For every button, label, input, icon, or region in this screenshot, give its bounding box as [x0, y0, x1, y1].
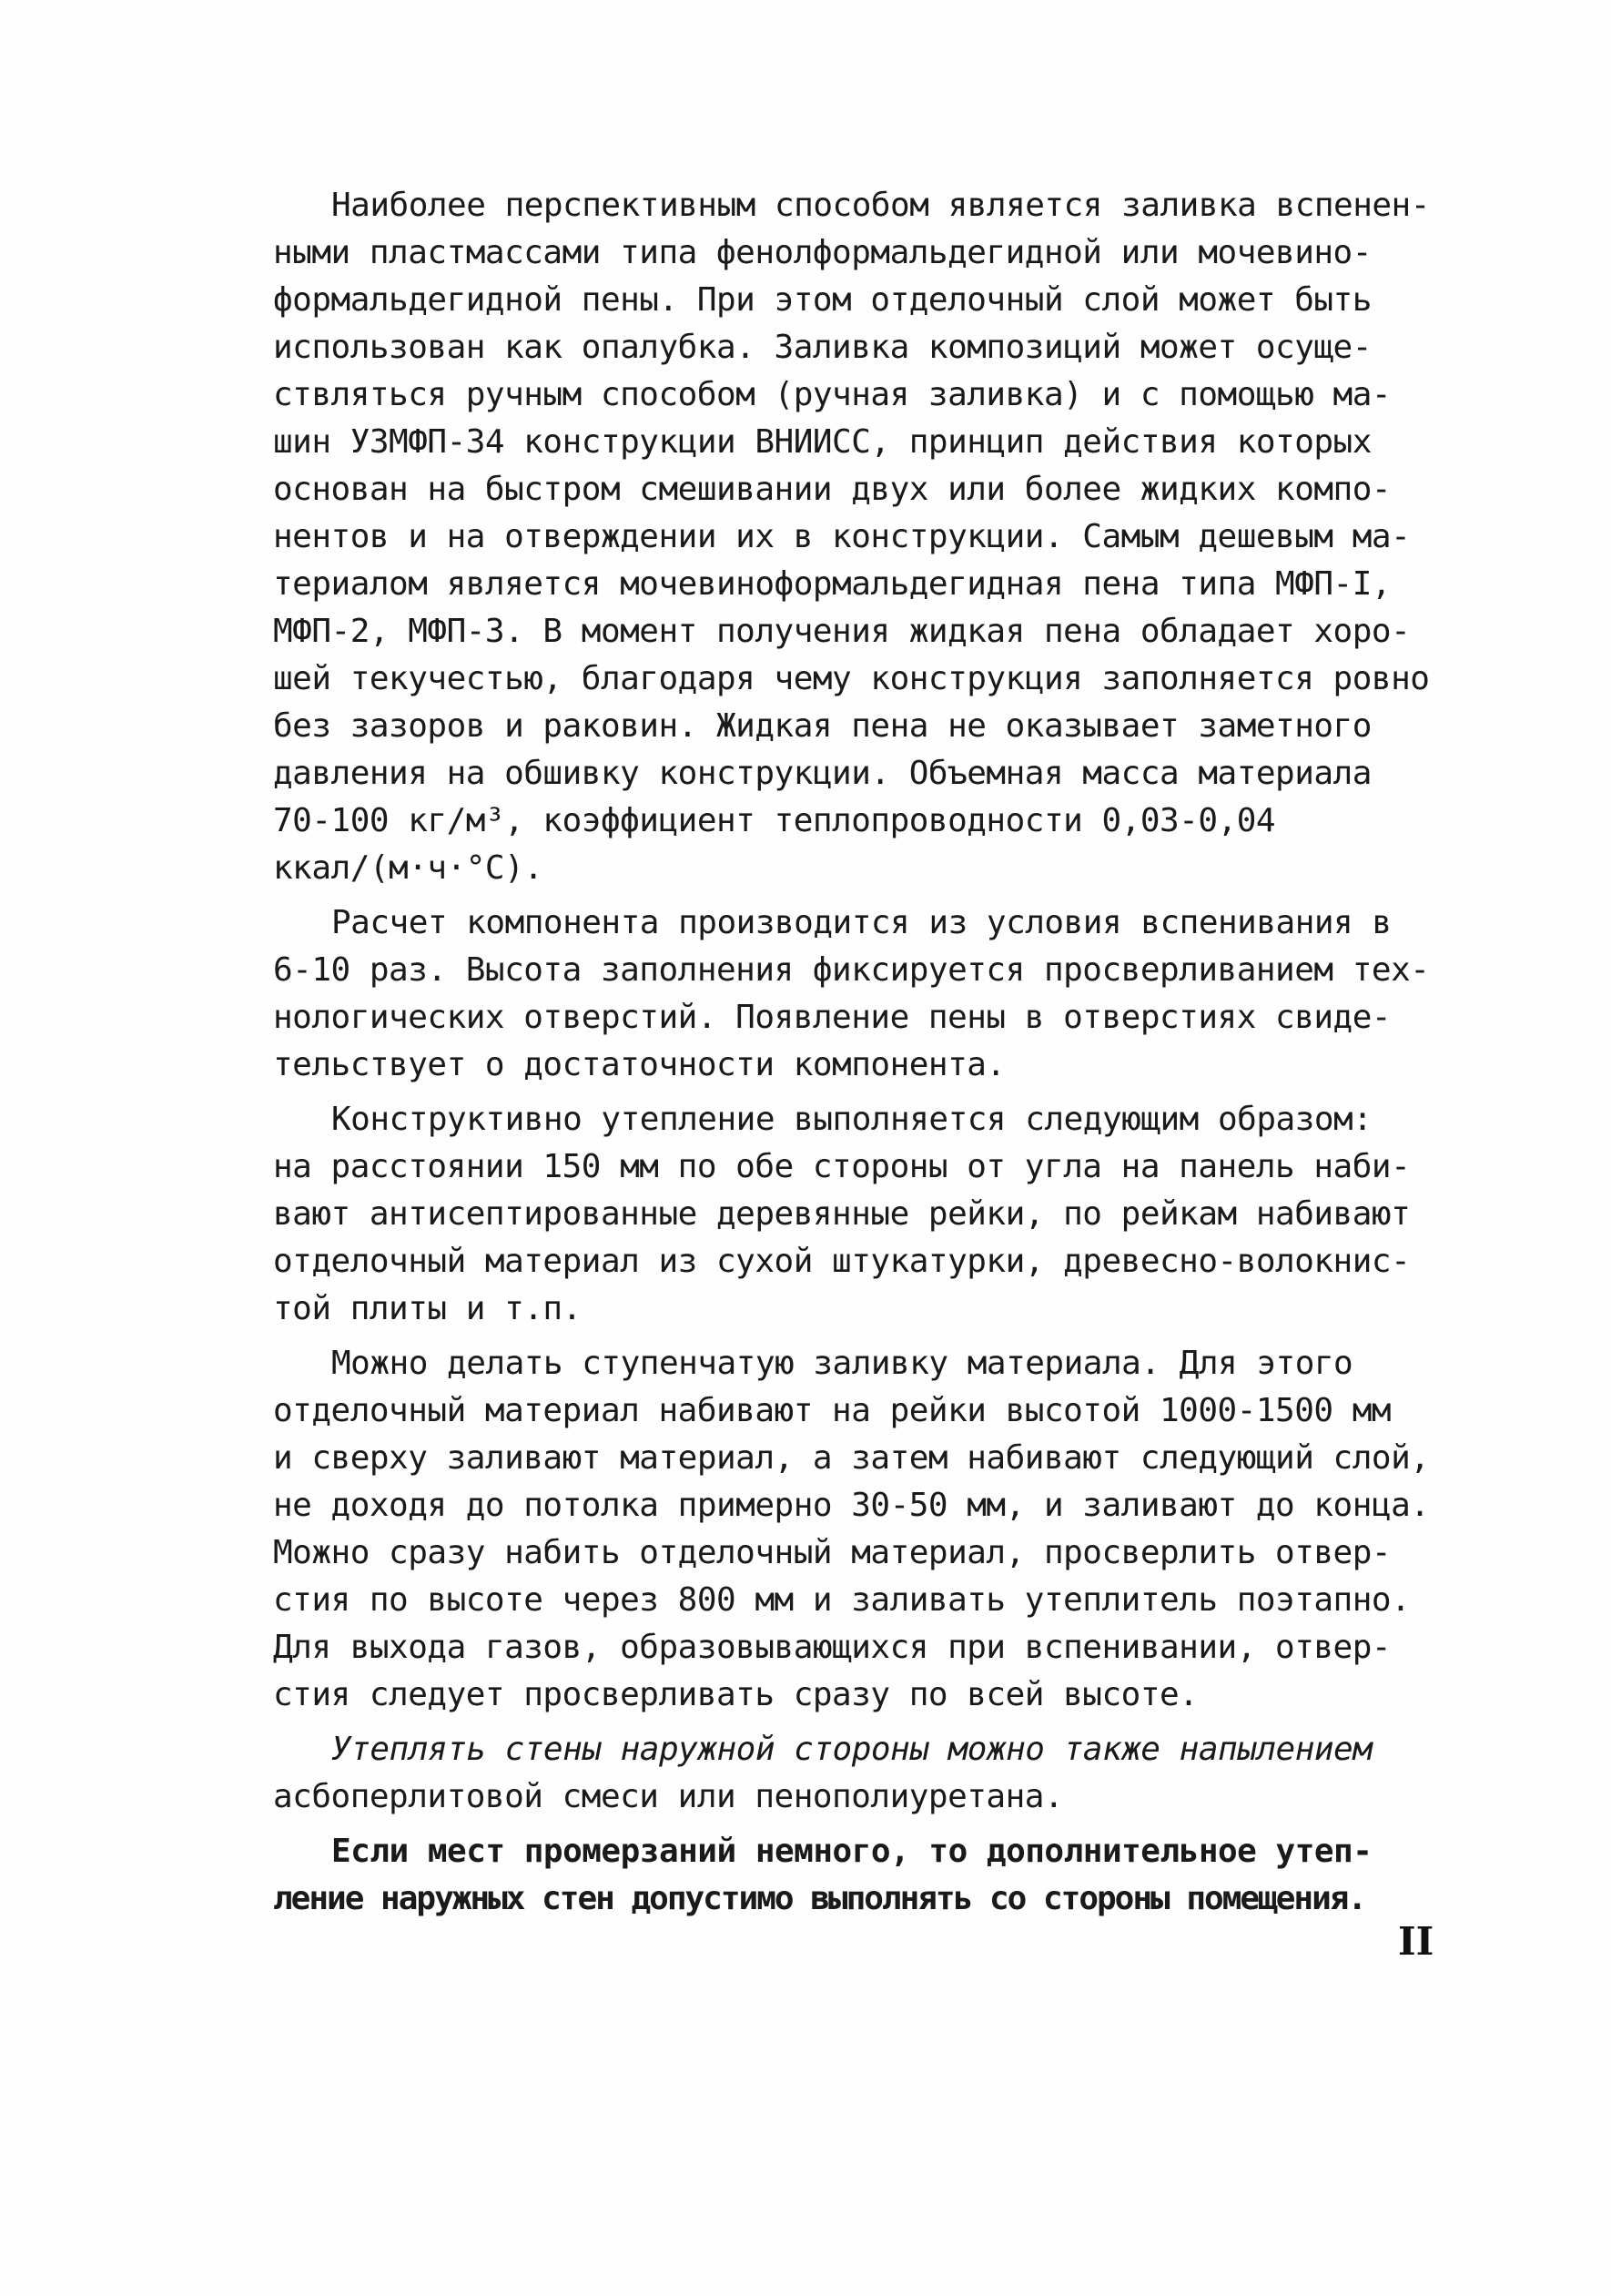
text-line: нологических отверстий. Появление пены в отверстиях свиде-	[273, 999, 1392, 1036]
text-line: МФП-2, МФП-3. В момент получения жидкая пена обладает хоро-	[273, 613, 1411, 650]
text-line: 6-10 раз. Высота заполнения фиксируется просверливанием тех-	[273, 951, 1430, 989]
text-line: ствляться ручным способом (ручная заливка) и с помощью ма-	[273, 376, 1392, 413]
text-line: тельствует о достаточности компонента.	[273, 1046, 1006, 1083]
text-line: на расстоянии 150 мм по обе стороны от угла на панель наби-	[273, 1148, 1411, 1185]
text-line: Наиболее перспективным способом является заливка вспенен-	[331, 187, 1430, 224]
text-line: вают антисептированные деревянные рейки, по рейкам набивают	[273, 1195, 1411, 1233]
text-line: Можно сразу набить отделочный материал, просверлить отвер-	[273, 1534, 1392, 1571]
text-line: основан на быстром смешивании двух или более жидких компо-	[273, 471, 1392, 508]
text-line: не доходя до потолка примерно 30-50 мм, и заливают до конца.	[273, 1487, 1430, 1524]
text-line: Утеплять стены наружной стороны можно также напылением	[331, 1731, 1373, 1768]
text-line: ление наружных стен допустимо выполнять со стороны помещения.	[273, 1880, 1366, 1917]
page-number: II	[1398, 1919, 1434, 1964]
text-line: териалом является мочевиноформальдегидная пена типа МФП-I,	[273, 565, 1392, 603]
text-line: Расчет компонента производится из условия вспенивания в	[331, 904, 1392, 941]
text-line: Конструктивно утепление выполняется следующим образом:	[331, 1101, 1373, 1138]
text-line: стия следует просверливать сразу по всей высоте.	[273, 1676, 1199, 1713]
text-line: шей текучестью, благодаря чему конструкция заполняется ровно	[273, 660, 1430, 697]
paragraph-stepped-filling	[273, 1340, 1456, 1719]
paragraph-construction	[273, 1096, 1456, 1333]
text-line: Для выхода газов, образовывающихся при вспенивании, отвер-	[273, 1629, 1392, 1666]
text-line: той плиты и т.п.	[273, 1290, 582, 1327]
text-line: отделочный материал из сухой штукатурки, древесно-волокнис-	[273, 1243, 1411, 1280]
text-line: без зазоров и раковин. Жидкая пена не оказывает заметного	[273, 707, 1372, 745]
text-line: Если мест промерзаний немного, то дополнительное утеп-	[331, 1833, 1373, 1870]
text-line: ными пластмассами типа фенолформальдегидной или мочевино-	[273, 234, 1372, 271]
paragraph-component-calculation	[273, 899, 1456, 1089]
paragraph-spraying	[273, 1726, 1456, 1821]
text-line: и сверху заливают материал, а затем набивают следующий слой,	[273, 1439, 1430, 1477]
text-line: использован как опалубка. Заливка композиций может осуще-	[273, 329, 1372, 366]
text-line: 70-100 кг/м³, коэффициент теплопроводности 0,03-0,04	[273, 802, 1276, 839]
text-line: Можно делать ступенчатую заливку материала. Для этого	[331, 1345, 1353, 1382]
text-line: формальдегидной пены. При этом отделочный слой может быть	[273, 281, 1372, 319]
paragraph-foam-filling	[273, 182, 1456, 892]
text-line: давления на обшивку конструкции. Объемная масса материала	[273, 755, 1372, 792]
text-line: отделочный материал набивают на рейки высотой 1000-1500 мм	[273, 1392, 1392, 1429]
text-line: нентов и на отверждении их в конструкции. Самым дешевым ма-	[273, 518, 1411, 555]
body-text	[273, 182, 1456, 1930]
text-line: асбоперлитовой смеси или пенополиуретана.	[273, 1778, 1064, 1815]
text-line: шин УЗМФП-34 конструкции ВНИИСС, принцип действия которых	[273, 423, 1372, 461]
text-line: ккал/(м·ч·°С).	[273, 849, 543, 887]
text-line: стия по высоте через 800 мм и заливать утеплитель поэтапно.	[273, 1581, 1411, 1619]
paragraph-interior-insulation	[273, 1828, 1456, 1923]
